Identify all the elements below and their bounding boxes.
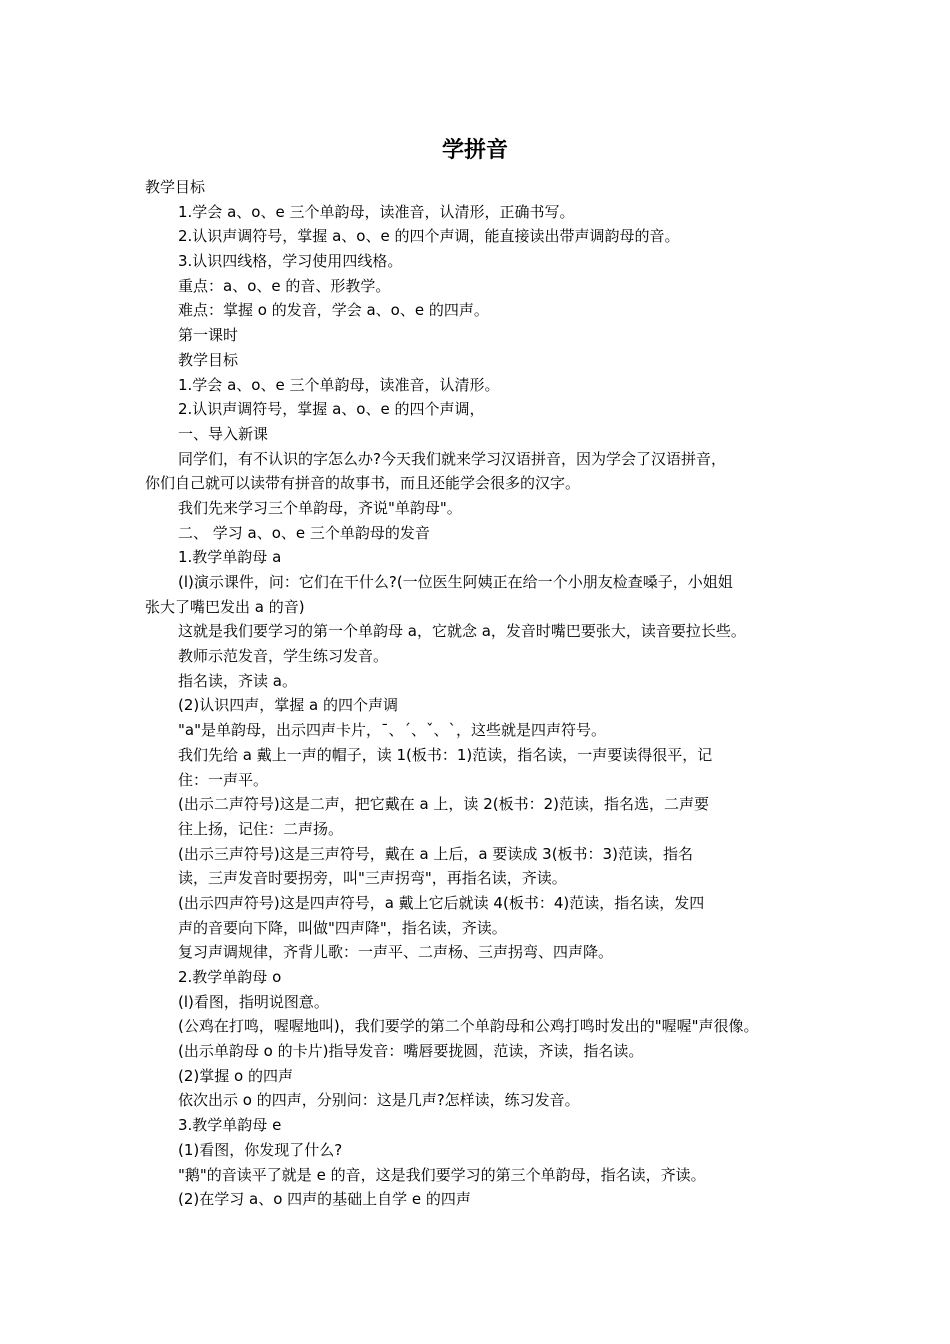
text-line: 1.学会 a、o、e 三个单韵母，读准音，认清形。 bbox=[178, 375, 500, 394]
text-line: (出示四声符号)这是四声符号，a 戴上它后就读 4(板书：4)范读，指名读，发四 bbox=[178, 893, 705, 912]
text-line: 你们自己就可以读带有拼音的故事书，而且还能学会很多的汉字。 bbox=[145, 474, 581, 493]
text-line: (l)看图，指明说图意。 bbox=[178, 992, 329, 1011]
text-line: (2)掌握 o 的四声 bbox=[178, 1066, 293, 1085]
text-line: 1.教学单韵母 a bbox=[178, 548, 282, 567]
text-line: 复习声调规律，齐背儿歌：一声平、二声杨、三声拐弯、四声降。 bbox=[178, 943, 614, 962]
text-line: 教学目标 bbox=[145, 178, 206, 196]
text-line: (出示二声符号)这是二声，把它戴在 a 上，读 2(板书：2)范读，指名选，二声要 bbox=[178, 795, 709, 814]
text-line: 2.认识声调符号，掌握 a、o、e 的四个声调，能直接读出带声调韵母的音。 bbox=[178, 227, 680, 246]
text-line: (出示单韵母 o 的卡片)指导发音：嘴唇要拢圆，范读，齐读，指名读。 bbox=[178, 1042, 644, 1061]
text-line: (2)认识四声，掌握 a 的四个声调 bbox=[178, 696, 398, 715]
text-line: (1)看图，你发现了什么? bbox=[178, 1140, 343, 1159]
text-line: 依次出示 o 的四声，分别问：这是几声?怎样读，练习发音。 bbox=[178, 1091, 580, 1110]
text-line: (l)演示课件，问：它们在干什么?(一位医生阿姨正在给一个小朋友检查嗓子，小姐姐 bbox=[178, 573, 733, 591]
text-line: 住：一声平。 bbox=[178, 770, 269, 789]
text-line: 3.认识四线格，学习使用四线格。 bbox=[178, 252, 403, 271]
text-line: 同学们，有不认识的字怎么办?今天我们就来学习汉语拼音，因为学会了汉语拼音， bbox=[178, 449, 726, 468]
text-line: 第一课时 bbox=[178, 326, 239, 345]
text-line: 2.认识声调符号，掌握 a、o、e 的四个声调， bbox=[178, 400, 485, 419]
text-line: 我们先给 a 戴上一声的帽子，读 1(板书：1)范读，指名读，一声要读得很平，记 bbox=[178, 745, 713, 764]
text-line: 难点：掌握 o 的发音，学会 a、o、e 的四声。 bbox=[178, 301, 489, 320]
document-body bbox=[145, 175, 835, 1212]
text-line: "a"是单韵母，出示四声卡片，ˉ、ˊ、ˇ、ˋ，这些就是四声符号。 bbox=[178, 721, 606, 740]
text-line: 声的音要向下降，叫做"四声降"，指名读，齐读。 bbox=[178, 918, 507, 937]
text-line: 指名读，齐读 a。 bbox=[178, 671, 297, 690]
text-line: 我们先来学习三个单韵母，齐说"单韵母"。 bbox=[178, 498, 462, 517]
text-line: 一、导入新课 bbox=[178, 424, 269, 443]
text-line: 重点：a、o、e 的音、形教学。 bbox=[178, 276, 391, 295]
text-line: 2.教学单韵母 o bbox=[178, 968, 282, 986]
text-line: (公鸡在打鸣，喔喔地叫)，我们要学的第二个单韵母和公鸡打鸣时发出的"喔喔"声很像。 bbox=[178, 1017, 759, 1036]
text-line: 张大了嘴巴发出 a 的音) bbox=[145, 597, 305, 616]
text-line: 这就是我们要学习的第一个单韵母 a，它就念 a，发音时嘴巴要张大，读音要拉长些。 bbox=[178, 622, 746, 641]
text-line: 读，三声发音时要拐旁，叫"三声拐弯"，再指名读，齐读。 bbox=[178, 869, 567, 888]
text-line: 往上扬，记住：二声扬。 bbox=[178, 819, 344, 838]
text-line: 3.教学单韵母 e bbox=[178, 1116, 282, 1135]
document-title: 学拼音 bbox=[441, 138, 508, 163]
text-line: 二、 学习 a、o、e 三个单韵母的发音 bbox=[178, 523, 430, 542]
text-line: 教学目标 bbox=[178, 350, 239, 369]
text-line: (2)在学习 a、o 四声的基础上自学 e 的四声 bbox=[178, 1190, 471, 1209]
text-line: 1.学会 a、o、e 三个单韵母，读准音，认清形，正确书写。 bbox=[178, 202, 575, 221]
text-line: "鹅"的音读平了就是 e 的音，这是我们要学习的第三个单韵母，指名读，齐读。 bbox=[178, 1165, 706, 1184]
text-line: (出示三声符号)这是三声符号，戴在 a 上后，a 要读成 3(板书：3)范读，指名 bbox=[178, 844, 693, 863]
text-line: 教师示范发音，学生练习发音。 bbox=[178, 647, 389, 666]
